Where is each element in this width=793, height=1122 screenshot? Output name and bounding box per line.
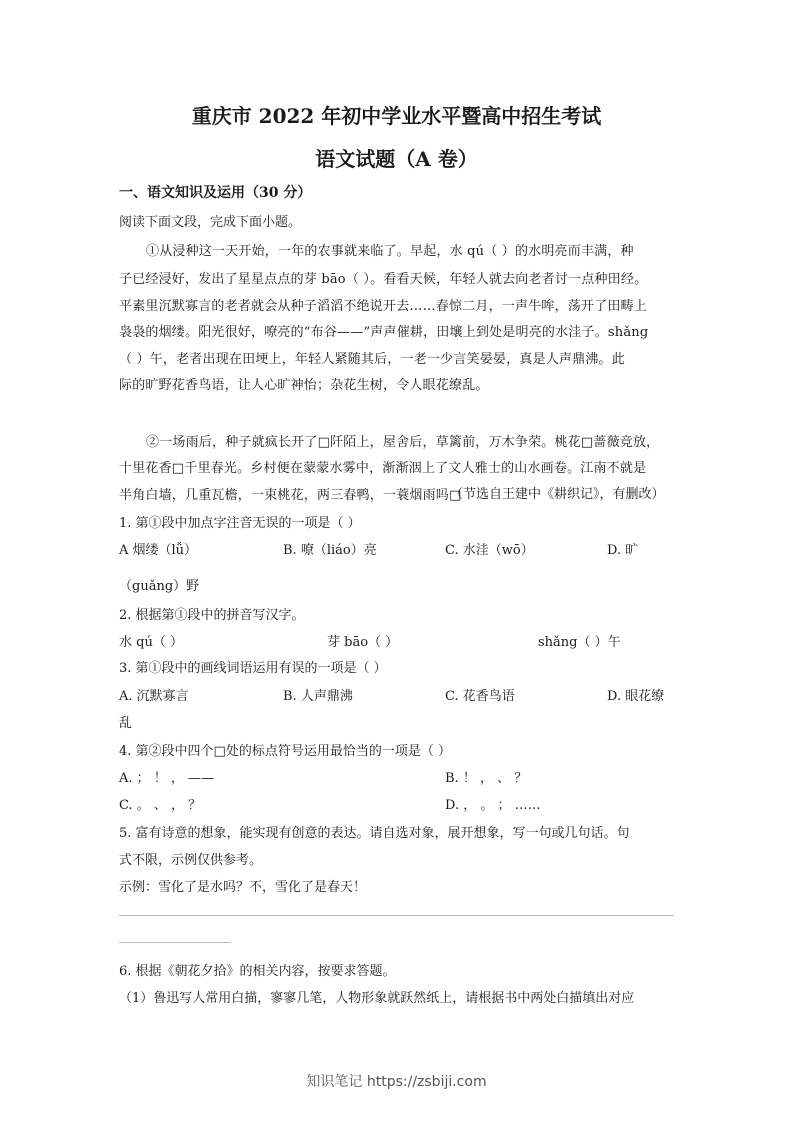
- section-heading: 一、语文知识及运用（30 分）: [119, 185, 312, 201]
- q3-option-d-cont: 乱: [119, 716, 133, 731]
- q1-stem: 1. 第①段中加点字注音无误的一项是（ ）: [119, 516, 361, 531]
- q6-subquestion-1: （1）鲁迅写人常用白描，寥寥几笔，人物形象就跃然纸上，请根据书中两处白描填出对应: [119, 991, 635, 1006]
- q4-option-a: A. ； ！ ， ——: [119, 771, 215, 786]
- q4-option-c: C. 。 、 ， ？: [119, 798, 202, 813]
- q5-example: 示例：雪化了是水吗？不，雪化了是春天！: [119, 880, 367, 895]
- q1-option-a: A 烟缕（lǚ）: [119, 543, 198, 558]
- q1-option-b: B. 嘹（liáo）亮: [283, 543, 377, 558]
- exam-title: 重庆市 2022 年初中学业水平暨高中招生考试: [191, 104, 602, 128]
- q2-stem: 2. 根据第①段中的拼音写汉字。: [119, 608, 305, 623]
- passage-line: ②一场雨后，种子就疯长开了□阡陌上，屋舍后，草篱前，万木争荣。桃花□蔷薇竞放，: [146, 435, 660, 450]
- q4-option-d: D. ， 。 ； ……: [445, 798, 541, 813]
- q2-blank-c: shǎng（ ）午: [538, 635, 621, 650]
- q3-stem: 3. 第①段中的画线词语运用有误的一项是（ ）: [119, 661, 387, 676]
- q1-option-d-cont: （guǎng）野: [119, 579, 200, 594]
- passage-line: 十里花香□千里春光。乡村便在蒙蒙水雾中，渐渐洇上了文人雅士的山水画卷。江南不就是: [119, 461, 647, 476]
- passage-line: ①从浸种这一天开始，一年的农事就来临了。早起，水 qú（ ）的水明亮而丰满，种: [146, 244, 634, 259]
- passage-line: 际的旷野花香鸟语，让人心旷神怡；杂花生树，令人眼花缭乱。: [119, 378, 489, 393]
- q1-option-c: C. 水洼（wō）: [445, 543, 534, 558]
- passage-line: 半角白墙，几重瓦檐，一束桃花，两三春鸭，一蓑烟雨吗□: [119, 488, 462, 503]
- q3-option-b: B. 人声鼎沸: [283, 689, 353, 704]
- q2-blank-b: 芽 bāo（ ）: [327, 635, 399, 650]
- passage-line: 子已经浸好，发出了星星点点的芽 bāo（ ）。看看天候，年轻人就去向老者讨一点种田经。: [119, 272, 648, 287]
- q2-blank-a: 水 qú（ ）: [119, 635, 183, 650]
- passage-source: （节选自王建中《耕织记》，有删改）: [450, 487, 665, 502]
- answer-line: [119, 915, 674, 916]
- q4-option-b: B. ！ ， 、 ？: [445, 771, 528, 786]
- q6-stem: 6. 根据《朝花夕拾》的相关内容，按要求答题。: [119, 964, 396, 979]
- q3-option-a: A. 沉默寡言: [119, 689, 189, 704]
- q3-option-d: D. 眼花缭: [607, 689, 665, 704]
- short-divider: [119, 942, 231, 943]
- q5-stem-line1: 5. 富有诗意的想象，能实现有创意的表达。请自选对象，展开想象，写一句或几句话。句: [119, 826, 630, 841]
- exam-subtitle: 语文试题（A 卷）: [315, 147, 478, 171]
- q4-stem: 4. 第②段中四个□处的标点符号运用最恰当的一项是（ ）: [119, 744, 451, 759]
- q3-option-c: C. 花香鸟语: [445, 689, 515, 704]
- q1-option-d: D. 旷: [607, 543, 639, 558]
- footer-watermark: 知识笔记 https://zsbiji.com: [306, 1074, 487, 1090]
- passage-line: （ ）午，老者出现在田埂上，年轻人紧随其后，一老一少言笑晏晏，真是人声鼎沸。此: [119, 352, 625, 367]
- q5-stem-line2: 式不限，示例仅供参考。: [119, 853, 263, 868]
- reading-instruction: 阅读下面文段，完成下面小题。: [119, 215, 302, 230]
- passage-line: 平素里沉默寡言的老者就会从种子滔滔不绝说开去……春惊二月，一声牛哞，荡开了田畴上: [119, 299, 648, 314]
- passage-line: 袅袅的烟缕。阳光很好，嘹亮的“布谷——”声声催耕，田壤上到处是明亮的水洼子。shǎng: [119, 325, 649, 340]
